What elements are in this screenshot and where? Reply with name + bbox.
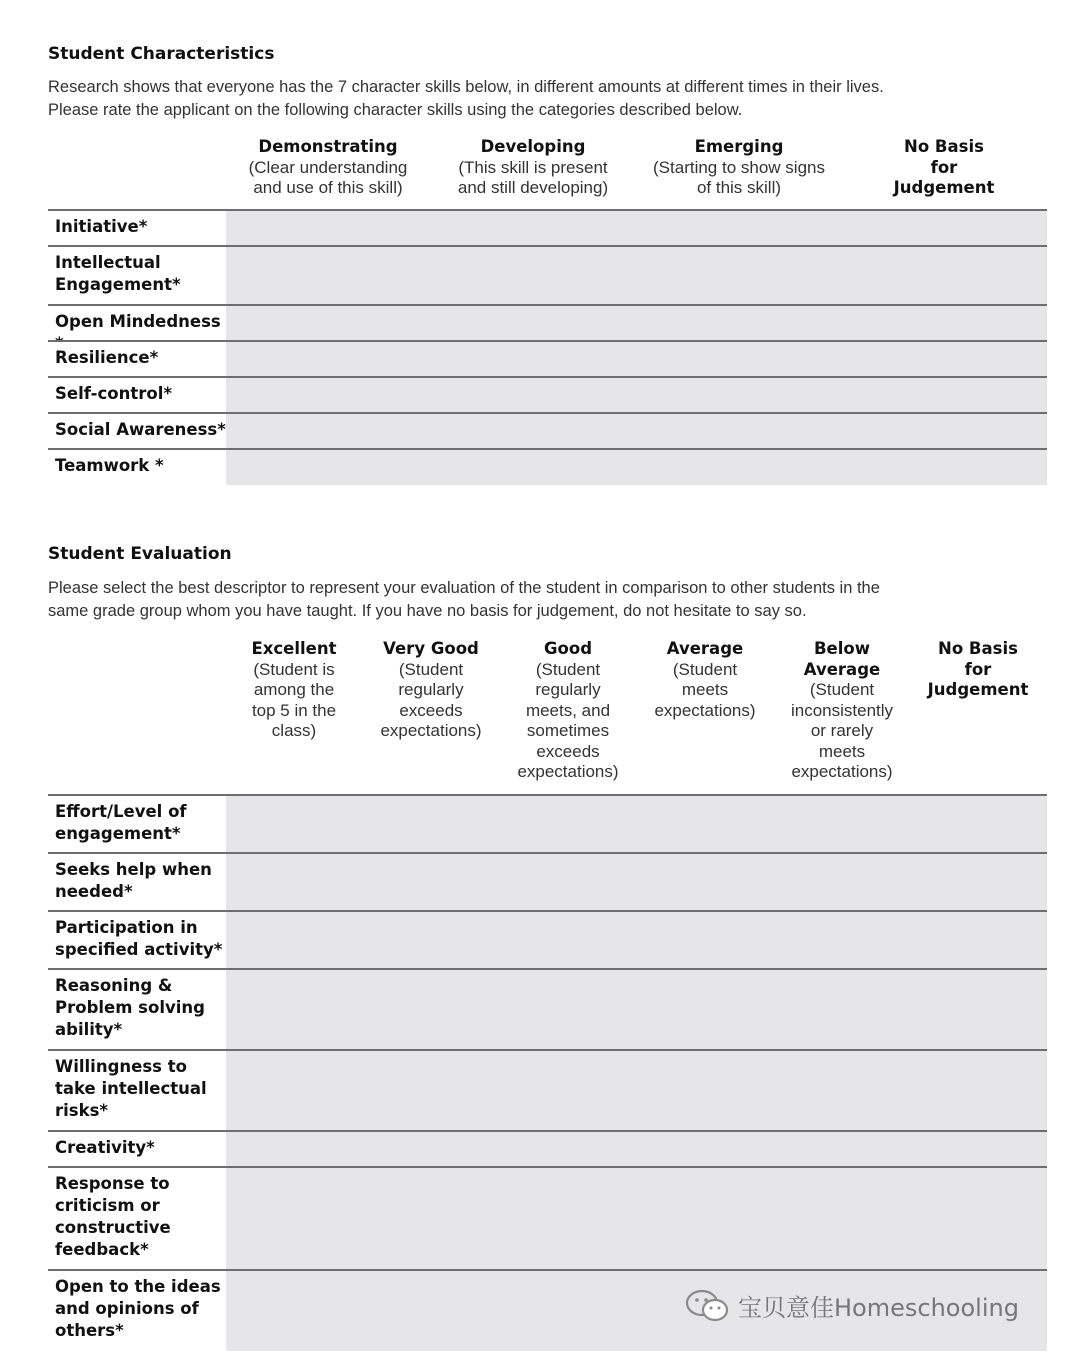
row-label-line: criticism or [55, 1196, 160, 1215]
column-sub: and still developing) [457, 178, 609, 197]
row-label-line: Problem solving [55, 998, 205, 1017]
column-title: Very Good [383, 639, 479, 658]
column-header-no-basis [912, 639, 1044, 701]
row-label-line: Effort/Level of [55, 802, 187, 821]
characteristics-title: Student Characteristics [48, 44, 275, 64]
table-row [48, 209, 1047, 245]
row-label [48, 1132, 226, 1166]
row-label-line: Intellectual [55, 253, 161, 272]
watermark-text: 宝贝意佳Homeschooling [738, 1294, 1019, 1322]
row-label-line: Participation in [55, 918, 198, 937]
column-sub: (Student [398, 659, 464, 679]
row-label-line: ability* [55, 1020, 123, 1039]
evaluation-title: Student Evaluation [48, 544, 232, 564]
rating-cell[interactable] [226, 1051, 1047, 1130]
table-row [48, 245, 1047, 304]
table-row [48, 448, 1047, 485]
row-label [48, 970, 226, 1049]
row-label [48, 247, 226, 304]
rating-cell[interactable] [226, 450, 1047, 485]
row-label-line: Engagement* [55, 275, 181, 294]
column-title: for [964, 659, 992, 679]
column-sub: expectations) [791, 762, 893, 781]
column-title: Emerging [694, 137, 784, 156]
row-label-line: others* [55, 1321, 124, 1340]
column-sub: top 5 in the [251, 700, 337, 720]
rating-cell[interactable] [226, 378, 1047, 412]
column-sub: meets [818, 741, 866, 761]
table-row [48, 376, 1047, 412]
column-sub: meets, and [525, 700, 611, 720]
rating-cell[interactable] [226, 342, 1047, 376]
rating-cell[interactable] [226, 247, 1047, 304]
rating-cell[interactable] [226, 1132, 1047, 1166]
column-title: No Basis [904, 137, 984, 156]
column-title: Judgement [893, 178, 995, 197]
characteristics-table [48, 209, 1047, 485]
table-row [48, 910, 1047, 968]
row-label-line: take intellectual [55, 1079, 207, 1098]
column-title: Average [803, 659, 881, 679]
column-sub: (Student [809, 680, 875, 699]
description-line: same grade group whom you have taught. If you have no basis for judgement, do not hesitate to say so. [48, 602, 807, 620]
column-title: Good [543, 639, 593, 658]
column-header-average [640, 639, 770, 721]
column-header-developing [433, 137, 633, 199]
row-label-line: Creativity* [55, 1138, 155, 1157]
row-label: Resilience* [48, 342, 226, 376]
table-row [48, 340, 1047, 376]
column-title: Average [666, 639, 744, 658]
column-sub: regularly [398, 680, 464, 699]
rating-cell[interactable] [226, 796, 1047, 852]
row-label-line: feedback* [55, 1240, 149, 1259]
column-sub: of this skill) [696, 178, 782, 197]
column-sub: expectations) [517, 762, 619, 781]
column-sub: (Clear understanding [248, 157, 408, 177]
column-sub: (Student [535, 659, 601, 679]
row-label-line: Willingness to [55, 1057, 187, 1076]
row-label: Teamwork * [48, 450, 226, 485]
row-label-line: Open to the ideas [55, 1277, 221, 1296]
watermark [684, 1288, 1019, 1323]
column-sub: (Starting to show signs [653, 157, 825, 177]
rating-cell[interactable] [226, 970, 1047, 1049]
row-label: Social Awareness* [48, 414, 226, 448]
row-label [48, 1051, 226, 1130]
row-label [48, 796, 226, 852]
row-label-line: risks* [55, 1101, 109, 1120]
description-line: Research shows that everyone has the 7 character skills below, in different amounts at different times in their lives. [48, 78, 884, 96]
rating-cell[interactable] [226, 211, 1047, 245]
characteristics-description [48, 76, 1048, 122]
row-label-line: needed* [55, 882, 133, 901]
table-row [48, 1049, 1047, 1130]
column-sub: exceeds [399, 700, 463, 720]
column-header-emerging [632, 137, 846, 199]
row-label [48, 854, 226, 910]
column-header-no-basis [864, 137, 1024, 199]
column-sub: class) [271, 721, 317, 740]
row-label: Self-control* [48, 378, 226, 412]
column-header-excellent [229, 639, 359, 742]
column-sub: sometimes [526, 721, 610, 740]
column-sub: exceeds [536, 741, 600, 761]
table-row [48, 1166, 1047, 1269]
rating-cell[interactable] [226, 854, 1047, 910]
column-sub: expectations) [654, 700, 756, 720]
column-sub: (Student is [253, 659, 335, 679]
table-row [48, 412, 1047, 448]
rating-cell[interactable] [226, 414, 1047, 448]
column-sub: and use of this skill) [253, 178, 403, 197]
row-label [48, 912, 226, 968]
row-label [48, 1168, 226, 1269]
rating-cell[interactable] [226, 306, 1047, 340]
column-header-very-good [366, 639, 496, 742]
description-line: Please rate the applicant on the following character skills using the categories described below. [48, 101, 743, 119]
column-sub: expectations) [380, 721, 482, 740]
evaluation-table [48, 794, 1047, 1351]
rating-cell[interactable] [226, 912, 1047, 968]
row-label-line: Reasoning & [55, 976, 173, 995]
column-title: No Basis [938, 639, 1018, 658]
column-sub: meets [681, 680, 729, 699]
table-row [48, 304, 1047, 340]
row-label: Initiative* [48, 211, 226, 245]
column-title: Demonstrating [258, 137, 398, 156]
wechat-icon [684, 1289, 732, 1323]
evaluation-description [48, 577, 1048, 623]
table-row [48, 852, 1047, 910]
description-line: Please select the best descriptor to represent your evaluation of the student in comparison to other students in the [48, 579, 880, 597]
row-label: Open Mindedness [48, 306, 226, 340]
column-sub: (Student [672, 659, 738, 679]
row-label [48, 1271, 226, 1351]
column-sub: or rarely [810, 721, 874, 740]
column-title: for [930, 157, 958, 177]
column-header-below-average [776, 639, 908, 783]
row-label-line: specified activity* [55, 940, 223, 959]
row-label-line: constructive [55, 1218, 171, 1237]
column-sub: among the [253, 680, 335, 699]
table-row [48, 968, 1047, 1049]
row-label-line: Seeks help when [55, 860, 212, 879]
column-sub: inconsistently [790, 700, 894, 720]
column-header-demonstrating [228, 137, 428, 199]
column-sub: regularly [535, 680, 601, 699]
column-title: Judgement [927, 680, 1029, 699]
column-title: Developing [480, 137, 586, 156]
table-row [48, 1130, 1047, 1166]
row-label-line: engagement* [55, 824, 181, 843]
row-label-line: Response to [55, 1174, 170, 1193]
column-sub: (This skill is present [458, 157, 608, 177]
column-header-good [503, 639, 633, 783]
column-title: Below [813, 639, 870, 658]
rating-cell[interactable] [226, 1168, 1047, 1269]
row-label-line: and opinions of [55, 1299, 199, 1318]
column-title: Excellent [251, 639, 337, 658]
table-row [48, 794, 1047, 852]
